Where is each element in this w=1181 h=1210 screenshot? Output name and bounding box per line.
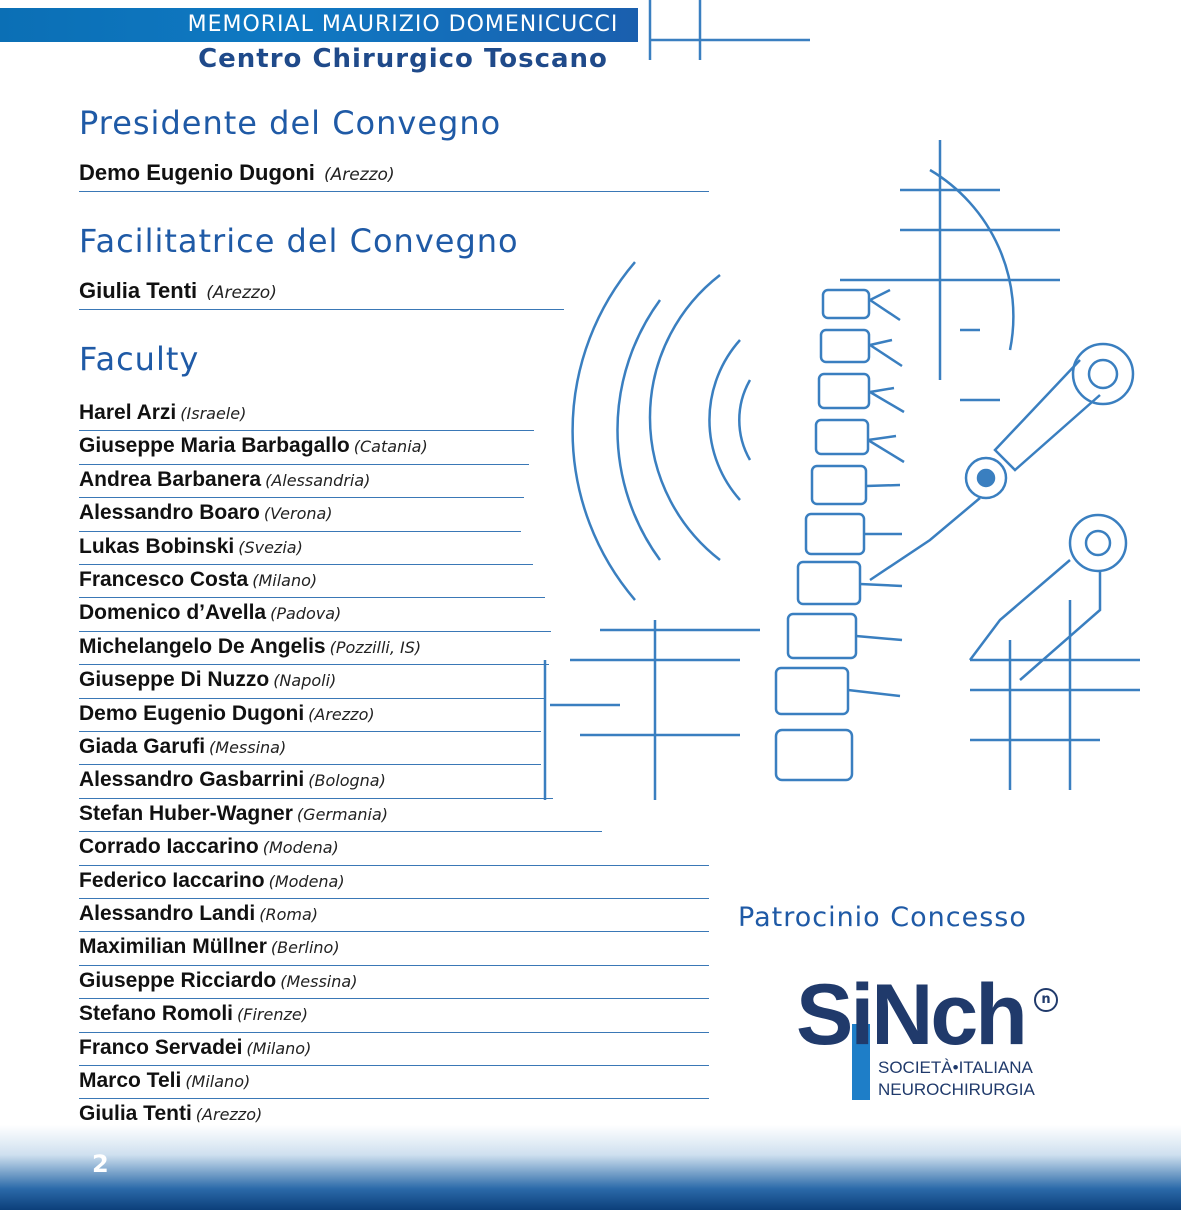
faculty-city: (Berlino) xyxy=(270,938,340,958)
faculty-city: (Verona) xyxy=(263,504,333,524)
patronage-label: Patrocinio Concesso xyxy=(738,902,1027,933)
faculty-city: (Messina) xyxy=(280,971,358,991)
faculty-row xyxy=(79,498,521,531)
faculty-city: (Milano) xyxy=(252,571,318,590)
faculty-row xyxy=(79,799,602,832)
faculty-row xyxy=(79,565,545,598)
faculty-city: (Messina) xyxy=(209,738,287,757)
faculty-name: Demo Eugenio Dugoni xyxy=(79,701,305,725)
faculty-city: (Milano) xyxy=(185,1072,251,1091)
faculty-row xyxy=(79,999,709,1032)
faculty-row xyxy=(79,1066,709,1099)
logo-line2: NEUROCHIRURGIA xyxy=(878,1080,1035,1099)
faculty-name: Alessandro Gasbarrini xyxy=(79,768,305,792)
faculty-row xyxy=(79,832,709,865)
faculty-name: Lukas Bobinski xyxy=(79,534,235,558)
faculty-city: (Bologna) xyxy=(308,771,386,791)
facilitator-row xyxy=(79,276,564,310)
faculty-row xyxy=(79,465,524,498)
faculty-city: (Arezzo) xyxy=(195,1105,263,1125)
faculty-city: (Roma) xyxy=(259,905,318,924)
faculty-row xyxy=(79,866,709,899)
faculty-name: Franco Servadei xyxy=(79,1035,243,1059)
sinch-logo xyxy=(796,967,1066,1104)
faculty-row xyxy=(79,665,544,698)
president-name: Demo Eugenio Dugoni xyxy=(79,160,315,185)
faculty-city: (Milano) xyxy=(246,1038,312,1058)
logo-line1: SOCIETÀ•ITALIANA xyxy=(878,1058,1033,1077)
faculty-city: (Svezia) xyxy=(238,537,303,557)
faculty-heading: Faculty xyxy=(79,340,200,378)
faculty-name: Maximilian Müllner xyxy=(79,935,267,959)
faculty-city: (Padova) xyxy=(270,604,342,624)
faculty-city: (Israele) xyxy=(180,404,247,423)
faculty-name: Stefano Romoli xyxy=(79,1002,234,1026)
faculty-name: Giuseppe Maria Barbagallo xyxy=(79,434,350,458)
faculty-name: Andrea Barbanera xyxy=(79,467,262,491)
logo-mark: n xyxy=(1034,988,1058,1012)
faculty-row xyxy=(79,966,709,999)
header-subtitle: Centro Chirurgico Toscano xyxy=(198,44,608,74)
faculty-name: Federico Iaccarino xyxy=(79,868,265,892)
president-heading: Presidente del Convegno xyxy=(79,104,502,142)
footer-band xyxy=(0,1125,1181,1210)
faculty-name: Domenico d’Avella xyxy=(79,601,267,625)
faculty-row xyxy=(79,398,534,431)
president-city: (Arezzo) xyxy=(323,165,395,185)
header-title: MEMORIAL MAURIZIO DOMENICUCCI xyxy=(187,12,619,37)
faculty-name: Francesco Costa xyxy=(79,568,249,591)
faculty-city: (Pozzilli, IS) xyxy=(329,637,422,657)
faculty-city: (Modena) xyxy=(262,838,339,858)
faculty-row xyxy=(79,932,709,965)
faculty-row xyxy=(79,1033,709,1066)
faculty-row xyxy=(79,598,551,631)
faculty-city: (Arezzo) xyxy=(308,704,375,724)
faculty-name: Michelangelo De Angelis xyxy=(79,634,326,658)
faculty-row xyxy=(79,431,529,464)
faculty-city: (Napoli) xyxy=(273,671,337,691)
faculty-city: (Modena) xyxy=(268,871,345,891)
page-number: 2 xyxy=(92,1150,109,1178)
faculty-row xyxy=(79,532,533,565)
faculty-city: (Catania) xyxy=(353,437,428,457)
spine-robot-arm-illustration xyxy=(540,0,1181,860)
faculty-city: (Firenze) xyxy=(237,1005,308,1025)
faculty-name: Alessandro Landi xyxy=(79,902,256,925)
faculty-name: Marco Teli xyxy=(79,1069,182,1092)
faculty-row xyxy=(79,765,553,798)
faculty-name: Giulia Tenti xyxy=(79,1102,192,1126)
faculty-row xyxy=(79,732,541,765)
facilitator-heading: Facilitatrice del Convegno xyxy=(79,222,519,260)
faculty-name: Harel Arzi xyxy=(79,401,177,424)
faculty-row xyxy=(79,899,709,932)
faculty-row xyxy=(79,632,549,665)
faculty-name: Giada Garufi xyxy=(79,735,206,758)
logo-word: SiNch xyxy=(796,967,1025,1063)
faculty-city: (Alessandria) xyxy=(265,470,371,490)
facilitator-city: (Arezzo) xyxy=(206,283,277,303)
president-row xyxy=(79,158,709,192)
faculty-name: Alessandro Boaro xyxy=(79,501,260,525)
faculty-row xyxy=(79,699,541,732)
faculty-name: Stefan Huber-Wagner xyxy=(79,801,293,825)
faculty-name: Corrado Iaccarino xyxy=(79,835,259,859)
faculty-name: Giuseppe Di Nuzzo xyxy=(79,668,270,692)
faculty-city: (Germania) xyxy=(296,804,389,824)
faculty-name: Giuseppe Ricciardo xyxy=(79,968,277,992)
facilitator-name: Giulia Tenti xyxy=(79,278,198,303)
